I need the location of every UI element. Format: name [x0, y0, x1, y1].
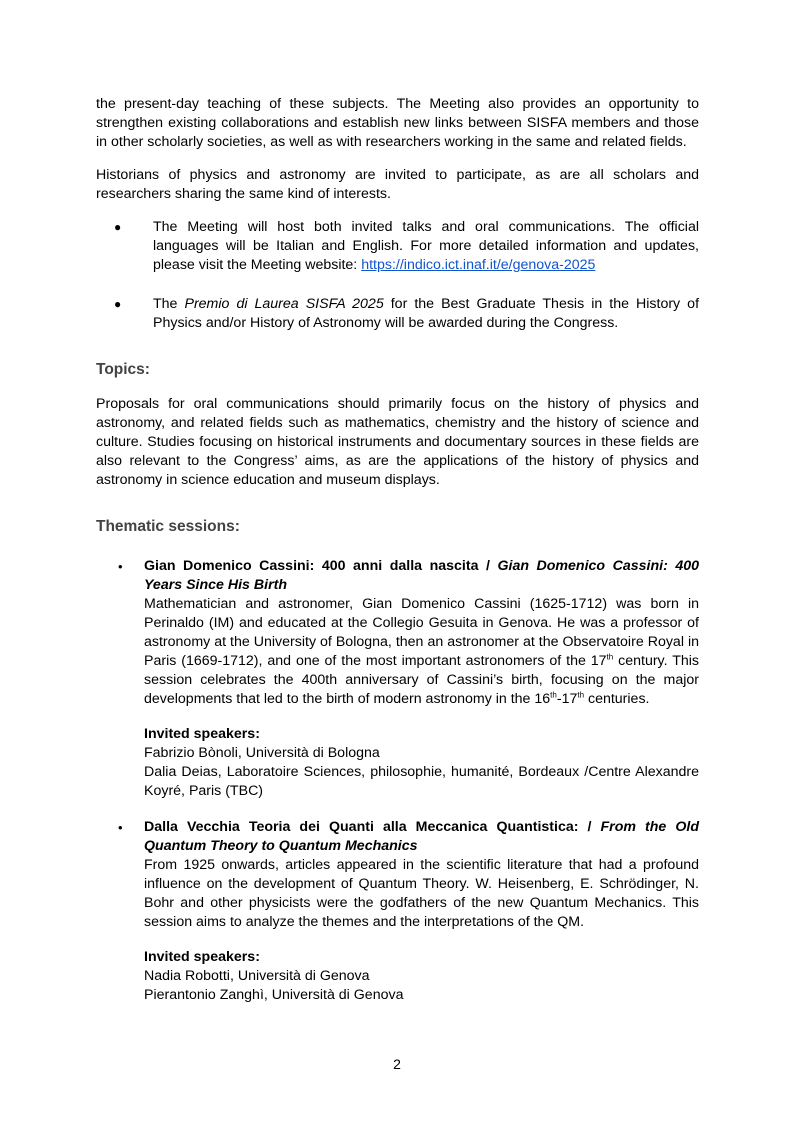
description-text: centuries.	[584, 691, 650, 707]
topics-paragraph: Proposals for oral communications should primarily focus on the history of physics and astronomy, and related fields such as mathematics, chemistry and the history of science and culture. Studies focusing on historical instruments and documentary sources in these fields are also relevant to the Congress’ aims, as are the applications of the history of physics and astronomy in science education and museum displays.	[96, 396, 699, 488]
list-item-prize	[96, 295, 699, 333]
thematic-sessions-heading: Thematic sessions:	[96, 518, 240, 535]
session-cassini	[96, 557, 699, 801]
session-quantum	[96, 818, 699, 1005]
prize-name: Premio di Laurea SISFA 2025	[184, 296, 384, 312]
info-bullet-list	[96, 218, 699, 333]
session-list	[96, 557, 699, 1005]
ordinal-superscript: th	[550, 690, 557, 700]
session-title-italian: Gian Domenico Cassini: 400 anni dalla nascita	[144, 558, 479, 574]
talks-text: The Meeting will host both invited talks and oral communications. The official languages will be Italian and English. For more detailed information and updates, please visit the Meeting website:	[153, 219, 699, 273]
prize-text-after: for the Best Graduate Thesis in the History of Physics and/or History of Astronomy will be awarded during the Congress.	[153, 296, 700, 331]
description-text: -17	[556, 691, 578, 707]
topics-heading: Topics:	[96, 361, 150, 378]
page-number: 2	[393, 1056, 401, 1072]
speaker-item: Pierantonio Zanghì, Università di Genova	[144, 987, 404, 1003]
speaker-item: Dalia Deias, Laboratoire Sciences, philosophie, humanité, Bordeaux /Centre Alexandre Koyré, Paris (TBC)	[144, 764, 699, 799]
session-title	[144, 557, 699, 595]
bullet-icon: ●	[114, 220, 122, 234]
bullet-icon: •	[118, 559, 123, 574]
session-title-english: From the Old Quantum Theory to Quantum Mechanics	[144, 819, 700, 854]
invitation-paragraph: Historians of physics and astronomy are invited to participate, as are all scholars and researchers sharing the same kind of interests.	[96, 167, 699, 202]
invited-speakers-label: Invited speakers:	[144, 949, 260, 965]
session-description: From 1925 onwards, articles appeared in the scientific literature that had a profound influence on the development of Quantum Theory. W. Heisenberg, E. Schrödinger, N. Bohr and other physicists were the godfathers of the new Quantum Mechanics. This session aims to analyze the themes and the interpretations of the QM.	[144, 857, 699, 930]
bullet-icon: •	[118, 820, 123, 835]
session-title	[144, 818, 699, 856]
description-text: century. This session celebrates the 400th anniversary of Cassini’s birth, focusing on the major developments that led to the birth of modern astronomy in the 16	[144, 653, 699, 707]
invited-speakers-label: Invited speakers:	[144, 726, 260, 742]
session-title-english: Gian Domenico Cassini: 400 Years Since His Birth	[144, 558, 699, 593]
session-title-separator: /	[478, 558, 498, 574]
session-title-separator: /	[578, 819, 601, 835]
intro-continuation-paragraph: the present-day teaching of these subjects. The Meeting also provides an opportunity to strengthen existing collaborations and establish new links between SISFA members and those in other scholarly societies, as well as with researchers working in the same and related fields.	[96, 96, 699, 150]
bullet-icon: ●	[114, 297, 122, 311]
ordinal-superscript: th	[606, 652, 614, 662]
ordinal-superscript: th	[577, 690, 585, 700]
session-description	[144, 595, 699, 709]
prize-text-before: The	[153, 296, 185, 312]
speaker-item: Nadia Robotti, Università di Genova	[144, 968, 370, 984]
session-title-italian: Dalla Vecchia Teoria dei Quanti alla Meccanica Quantistica:	[144, 819, 579, 835]
document-page	[96, 95, 699, 1005]
description-text: Mathematician and astronomer, Gian Domenico Cassini (1625-1712) was born in Perinaldo (IM) and educated at the Collegio Gesuita in Genova. He was a professor of astronomy at the University of Bologna, then an astronomer at the Observatoire Royal in Paris (1669-1712), and one of the most important astronomers of the 17	[144, 596, 699, 669]
list-item-talks	[96, 218, 699, 275]
speaker-item: Fabrizio Bònoli, Università di Bologna	[144, 745, 380, 761]
meeting-website-link[interactable]: https://indico.ict.inaf.it/e/genova-2025	[361, 257, 596, 273]
